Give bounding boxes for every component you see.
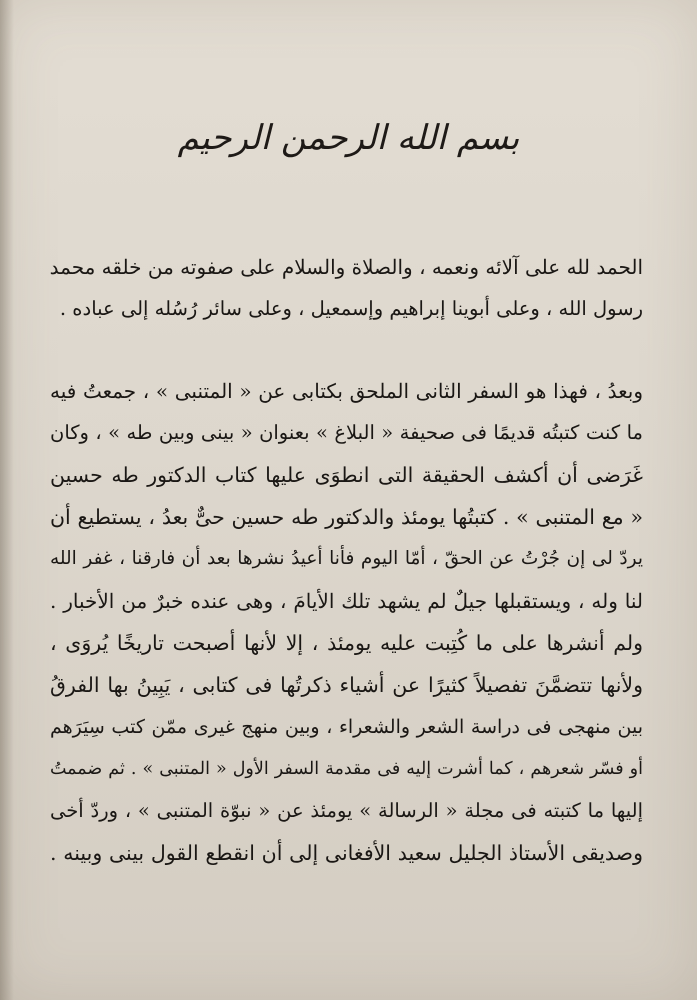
text-line: ما كنت كتبتُه قديمًا فى صحيفة « البلاغ » بعنوان « بينى وبين طه » ، وكان (50, 421, 643, 444)
text-line: أو فسّر شعرهم ، كما أشرت إليه فى مقدمة السفر الأول « المتنبى » . ثم ضممتُ (50, 759, 643, 779)
text-line: بين منهجى فى دراسة الشعر والشعراء ، وبين منهج غيرى ممّن كتب سِيَرَهم (50, 716, 643, 738)
main-paragraph (50, 370, 643, 874)
text-line: يردّ لى إن جُرْتُ عن الحقّ ، أمّا اليوم فأنا أعيدُ نشرها بعد أن فارقنا ، غفر الله (50, 548, 643, 569)
text-line: الحمد لله على آلائه ونعمه ، والصلاة والسلام على صفوته من خلقه محمد (50, 255, 643, 279)
text-line: ولم أنشرها على ما كُتِبت عليه يومئذ ، إلا لأنها أصبحت تاريخًا يُروَى ، (50, 631, 643, 655)
text-line: رسول الله ، وعلى أبوينا إبراهيم وإسمعيل ، وعلى سائر رُسُله إلى عباده . (59, 297, 643, 320)
text-line: « مع المتنبى » . كتبتُها يومئذ والدكتور طه حسين حىٌّ بعدُ ، يستطيع أن (50, 505, 643, 529)
text-line: إليها ما كتبته فى مجلة « الرسالة » يومئذ عن « نبوّة المتنبى » ، وردّ أخى (50, 799, 643, 822)
text-line: غَرَضى أن أكشف الحقيقة التى انطوَى عليها كتاب الدكتور طه حسين (50, 463, 643, 487)
text-line: ولأنها تتضمَّنَ تفصيلاً كثيرًا عن أشياء ذكرتُها فى كتابى ، يَبِينُ بها الفرقُ (50, 673, 643, 697)
text-line: وبعدُ ، فهذا هو السفر الثانى الملحق بكتابى عن « المتنبى » ، جمعتُ فيه (50, 379, 643, 403)
opening-paragraph (50, 246, 643, 330)
text-line: وصديقى الأستاذ الجليل سعيد الأفغانى إلى أن انقطع القول بينى وبينه . (50, 841, 643, 865)
basmala-heading: بسم الله الرحمن الرحيم (177, 118, 520, 158)
text-line: لنا وله ، ويستقبلها جيلٌ لم يشهد تلك الأيامَ ، وهى عنده خبرٌ من الأخبار . (50, 589, 643, 613)
